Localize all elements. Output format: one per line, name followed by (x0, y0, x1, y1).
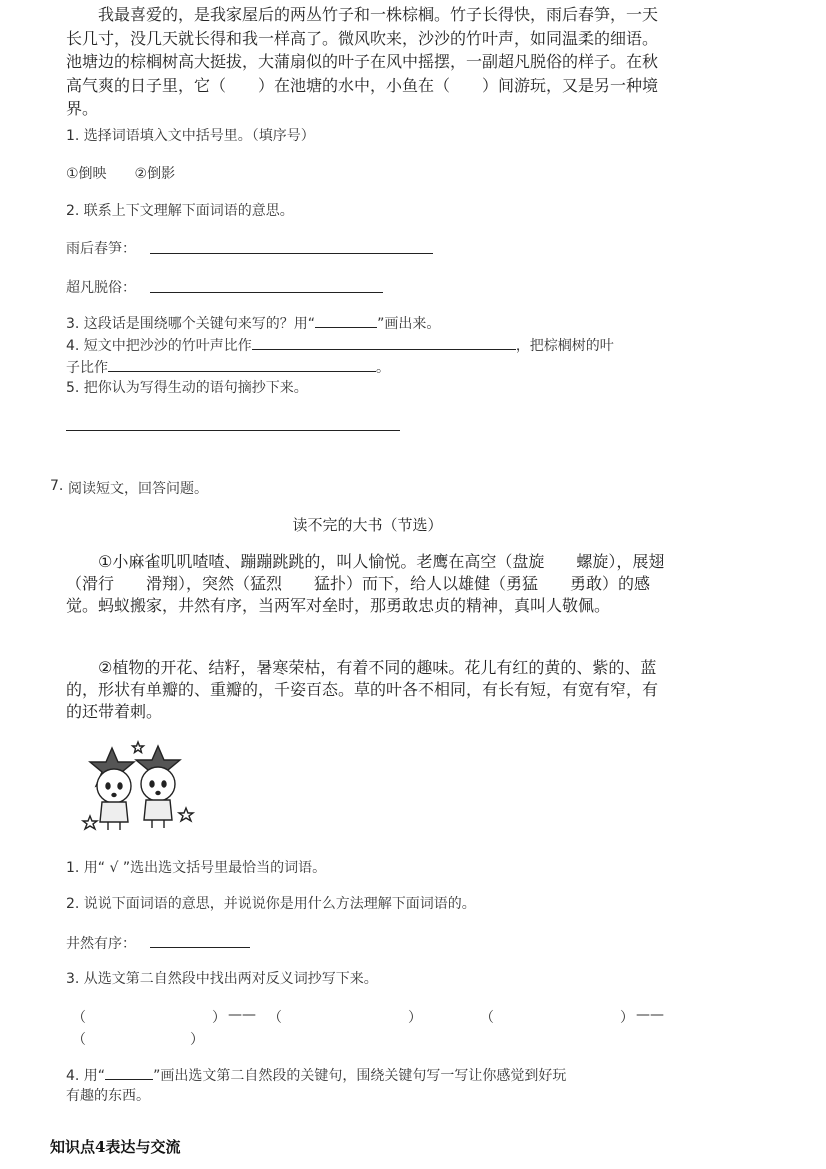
answer-line[interactable] (150, 947, 250, 948)
question-5-text: 5. 把你认为写得生动的语句摘抄下来。 (66, 380, 308, 396)
passage-paragraph-2: ②植物的开花、结籽，暑寒荣枯，有着不同的趣味。花儿有红的黄的、紫的、蓝的，形状有单瓣的、重瓣的，千姿百态。草的叶各不相同，有长有短，有宽有窄，有的还带着刺。 (66, 658, 659, 721)
q7-question-4-line2: 有趣的东西。 (66, 1088, 150, 1104)
paren-close: ） (212, 1010, 226, 1026)
question-3-part2: ”画出来。 (377, 316, 441, 332)
question-3-part1: 3. 这段话是围绕哪个关键句来写的？用“ (66, 316, 316, 332)
question-4-line2 (66, 357, 390, 377)
cartoon-illustration (80, 740, 205, 835)
underline-mark (105, 1067, 153, 1080)
answer-line[interactable] (150, 253, 433, 254)
paren-close: ） (620, 1010, 634, 1026)
paren-open: （ (72, 1032, 86, 1048)
q7-question-4-part2: ”画出选文第二自然段的关键句，围绕关键句写一写让你感觉到好玩 (153, 1068, 567, 1084)
q7-question-4-line1 (66, 1065, 566, 1085)
question-3-text (66, 313, 440, 333)
question-4-part4: 。 (376, 360, 390, 376)
passage-title: 读不完的大书（节选） (292, 516, 443, 534)
passage-paragraph-1: ①小麻雀叽叽喳喳、蹦蹦跳跳的，叫人愉悦。老鹰在高空（盘旋 螺旋），展翅（滑行 滑翔），突然（猛烈 猛扑）而下，给人以雄健（勇猛 勇敢）的感觉。蚂蚁搬家，井然有序，当两军对垒时，那勇敢忠贞的精神，真叫人敬佩。 (66, 552, 665, 615)
paren-open: （ (480, 1010, 494, 1026)
section-heading: 知识点4表达与交流 (50, 1138, 181, 1156)
underline-mark (315, 315, 377, 328)
q7-question-3: 3. 从选文第二自然段中找出两对反义词抄写下来。 (66, 971, 378, 987)
word-label-2: 超凡脱俗： (66, 280, 136, 296)
paren-close: ） (190, 1032, 204, 1048)
answer-line[interactable] (150, 292, 383, 293)
answer-line[interactable] (252, 337, 516, 350)
question-1-options: ①倒映 ②倒影 (66, 166, 176, 182)
q7-question-4-part1: 4. 用“ (66, 1068, 106, 1084)
q7-question-2: 2. 说说下面词语的意思，并说说你是用什么方法理解下面词语的。 (66, 896, 476, 912)
question-number: 7. (50, 478, 64, 494)
dash: —— (228, 1007, 256, 1023)
question-2-text: 2. 联系上下文理解下面词语的意思。 (66, 203, 294, 219)
question-prompt: 阅读短文，回答问题。 (68, 481, 208, 497)
word-label-1: 雨后春笋： (66, 241, 136, 257)
paren-open: （ (72, 1010, 86, 1026)
question-4-part1: 4. 短文中把沙沙的竹叶声比作 (66, 338, 252, 354)
question-4-part3: 子比作 (66, 360, 108, 376)
dash: —— (636, 1007, 664, 1023)
paren-open: （ (268, 1010, 282, 1026)
passage-paragraph: 我最喜爱的，是我家屋后的两丛竹子和一株棕榈。竹子长得快，雨后春笋，一天长几寸，没几天就长得和我一样高了。微风吹来，沙沙的竹叶声，如同温柔的细语。池塘边的棕榈树高大挺拔，大蒲扇似的叶子在风中摇摆，一副超凡脱俗的样子。在秋高气爽的日子里，它（ ）在池塘的水中，小鱼在（ ）间游玩，又是另一种境界。 (66, 5, 659, 118)
word-label-3: 井然有序： (66, 936, 136, 952)
question-1-text: 1. 选择词语填入文中括号里。（填序号） (66, 128, 315, 144)
answer-line[interactable] (66, 430, 400, 431)
paren-close: ） (408, 1010, 422, 1026)
q7-question-1: 1. 用“ √ ”选出选文括号里最恰当的词语。 (66, 860, 327, 876)
question-4-part2: ，把棕榈树的叶 (515, 338, 614, 354)
cartoon-kids-icon (80, 740, 205, 835)
answer-line[interactable] (108, 359, 376, 372)
question-4-line1 (66, 335, 614, 355)
